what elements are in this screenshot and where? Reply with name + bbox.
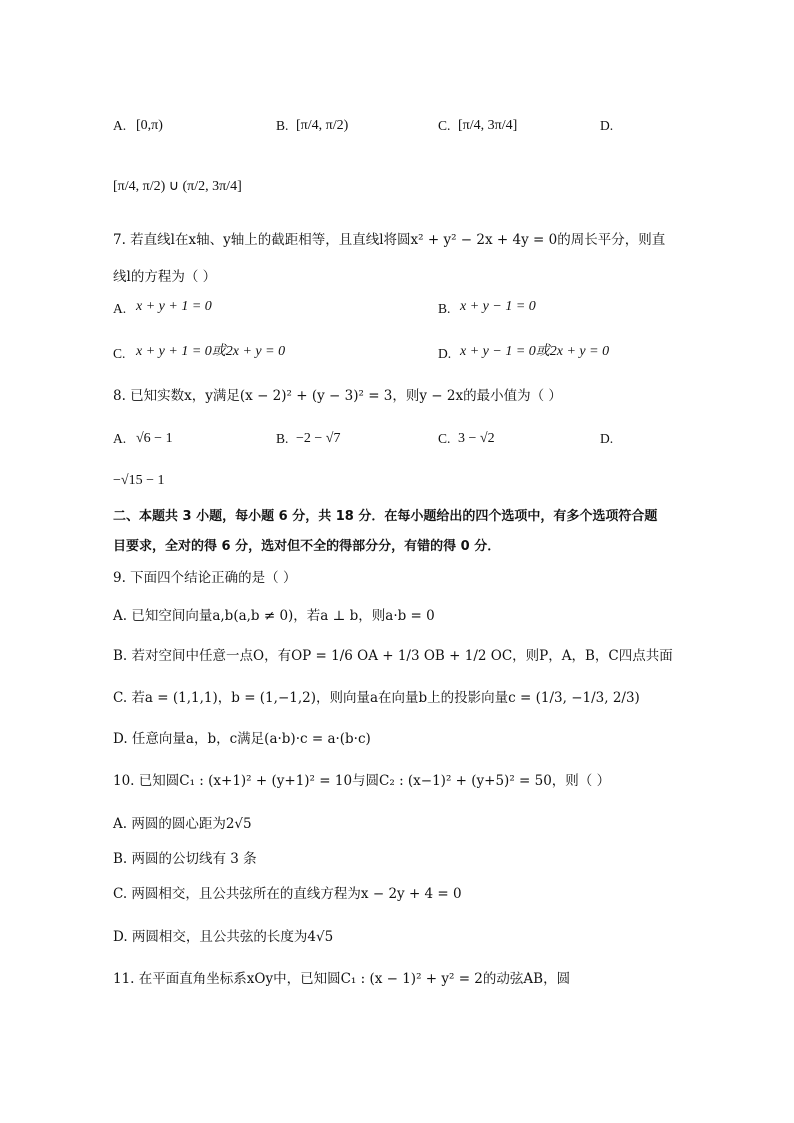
q11-stem: 11. 在平面直角坐标系xOy中，已知圆C₁ : (x − 1)² + y² = 2的动弦AB，圆 — [113, 971, 571, 987]
q8-stem: 8. 已知实数x，y满足(x − 2)² + (y − 3)² = 3，则y − 2x的最小值为（ ） — [113, 388, 562, 404]
q6-option-c-label: C. — [438, 118, 451, 133]
q7-stem-line2: 线l的方程为（ ） — [113, 269, 217, 285]
q8-option-b-label: B. — [276, 431, 289, 446]
q6-option-b-expr: [π/4, π/2) — [296, 118, 349, 133]
q10-option-b: B. 两圆的公切线有 3 条 — [113, 851, 257, 867]
q8-option-b-expr: −2 − √7 — [296, 431, 341, 446]
q8-option-d-label: D. — [600, 431, 614, 446]
q8-option-c-label: C. — [438, 431, 451, 446]
q7-option-a-expr: x + y + 1 = 0 — [136, 299, 212, 314]
q7-option-a-label: A. — [113, 301, 127, 316]
q7-option-d-label: D. — [438, 346, 452, 361]
q9-option-d: D. 任意向量a，b，c满足(a·b)·c = a·(b·c) — [113, 731, 371, 747]
q7-option-d-expr: x + y − 1 = 0或2x + y = 0 — [460, 344, 610, 359]
q6-option-d-expr: [π/4, π/2) ∪ (π/2, 3π/4] — [113, 179, 242, 194]
q8-option-d-expr: −√15 − 1 — [113, 473, 165, 488]
q10-option-d: D. 两圆相交，且公共弦的长度为4√5 — [113, 929, 334, 945]
q9-option-b: B. 若对空间中任意一点O，有OP = 1/6 OA + 1/3 OB + 1/2 OC，则P，A，B，C四点共面 — [113, 648, 673, 664]
q7-option-b-expr: x + y − 1 = 0 — [460, 299, 536, 314]
q6-option-d-label: D. — [600, 118, 614, 133]
q6-option-b-label: B. — [276, 118, 289, 133]
q7-option-b-label: B. — [438, 301, 451, 316]
q9-stem: 9. 下面四个结论正确的是（ ） — [113, 570, 297, 586]
q8-option-a-label: A. — [113, 431, 127, 446]
q7-option-c-expr: x + y + 1 = 0或2x + y = 0 — [136, 344, 286, 359]
q7-stem-line1: 7. 若直线l在x轴、y轴上的截距相等，且直线l将圆x² + y² − 2x + 4y = 0的周长平分，则直 — [113, 232, 666, 248]
section-2-heading-line2: 目要求，全对的得 6 分，选对但不全的得部分分，有错的得 0 分． — [113, 539, 501, 554]
q10-option-c: C. 两圆相交，且公共弦所在的直线方程为x − 2y + 4 = 0 — [113, 886, 462, 902]
q8-option-c-expr: 3 − √2 — [458, 431, 495, 446]
q6-option-a-label: A. — [113, 118, 127, 133]
q10-stem: 10. 已知圆C₁ : (x+1)² + (y+1)² = 10与圆C₂ : (x−1)² + (y+5)² = 50，则（ ） — [113, 773, 611, 789]
q10-option-a: A. 两圆的圆心距为2√5 — [113, 816, 252, 832]
q8-option-a-expr: √6 − 1 — [136, 431, 173, 446]
section-2-heading-line1: 二、本题共 3 小题，每小题 6 分，共 18 分．在每小题给出的四个选项中，有多个选项符合题 — [113, 509, 658, 524]
q6-option-a-expr: [0,π) — [136, 118, 163, 133]
q9-option-c: C. 若a = (1,1,1)，b = (1,−1,2)，则向量a在向量b上的投影向量c = (1/3, −1/3, 2/3) — [113, 690, 640, 706]
q9-option-a: A. 已知空间向量a,b(a,b ≠ 0)，若a ⊥ b，则a·b = 0 — [113, 608, 435, 624]
q7-option-c-label: C. — [113, 346, 126, 361]
q6-option-c-expr: [π/4, 3π/4] — [458, 118, 518, 133]
